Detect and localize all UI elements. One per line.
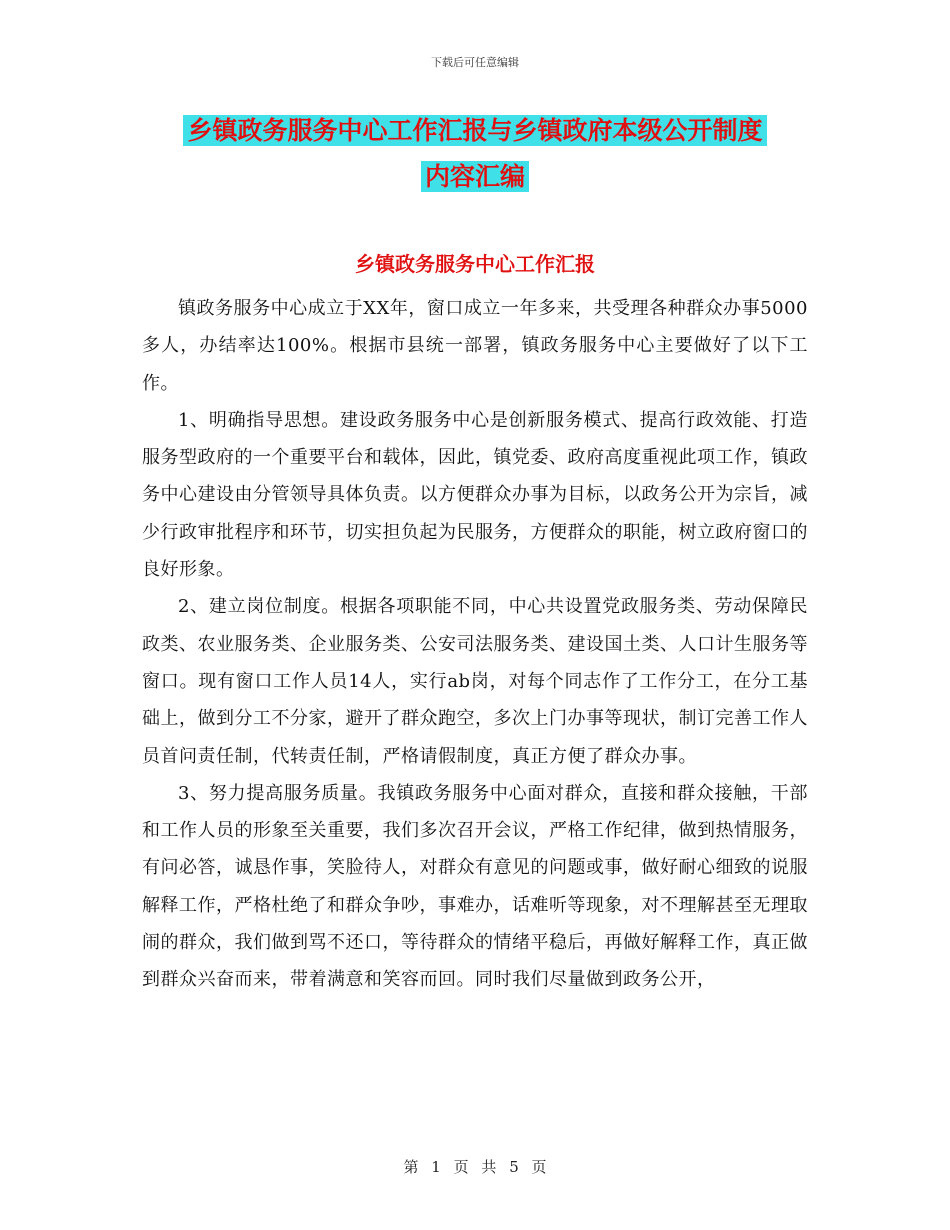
- footer-page-number: 1: [431, 1158, 441, 1176]
- paragraph-1: 1、明确指导思想。建设政务服务中心是创新服务模式、提高行政效能、打造服务型政府的一个重要平台和载体，因此，镇党委、政府高度重视此项工作，镇政务中心建设由分管领导具体负责。以方便群众办事为目标，以政务公开为宗旨，减少行政审批程序和环节，切实担负起为民服务，方便群众的职能，树立政府窗口的良好形象。: [142, 409, 808, 581]
- document-title: [150, 108, 800, 200]
- paragraph-3: 3、努力提高服务质量。我镇政务服务中心面对群众，直接和群众接触，干部和工作人员的形象至关重要，我们多次召开会议，严格工作纪律，做到热情服务，有问必答，诚恳作事，笑脸待人，对群众有意见的问题或事，做好耐心细致的说服解释工作，严格杜绝了和群众争吵，事难办，话难听等现象，对不理解甚至无理取闹的群众，我们做到骂不还口，等待群众的情绪平稳后，再做好解释工作，真正做到群众兴奋而来，带着满意和笑容而回。同时我们尽量做到政务公开，: [142, 782, 808, 991]
- body-text: [142, 290, 808, 999]
- footer-total-word: 共: [481, 1158, 497, 1176]
- section-title: 乡镇政务服务中心工作汇报: [355, 252, 595, 276]
- footer-total-pages: 5: [509, 1158, 519, 1176]
- footer-suffix: 页: [531, 1158, 547, 1176]
- footer-page-word: 页: [453, 1158, 469, 1176]
- paragraph-2: 2、建立岗位制度。根据各项职能不同，中心共设置党政服务类、劳动保障民政类、农业服务类、企业服务类、公安司法服务类、建设国土类、人口计生服务等窗口。现有窗口工作人员14人，实行ab岗，对每个同志作了工作分工，在分工基础上，做到分工不分家，避开了群众跑空，多次上门办事等现状，制订完善工作人员首问责任制，代转责任制，严格请假制度，真正方便了群众办事。: [142, 596, 808, 767]
- paragraph-intro: 镇政务服务中心成立于XX年，窗口成立一年多来，共受理各种群众办事5000多人，办结率达100%。根据市县统一部署，镇政务服务中心主要做好了以下工作。: [142, 298, 808, 394]
- footer-prefix: 第: [403, 1158, 419, 1176]
- document-title-line1: 乡镇政务服务中心工作汇报与乡镇政府本级公开制度: [183, 115, 766, 146]
- page-footer: [0, 1156, 950, 1177]
- header-note: 下载后可任意编辑: [431, 56, 519, 69]
- document-title-line2: 内容汇编: [421, 161, 529, 192]
